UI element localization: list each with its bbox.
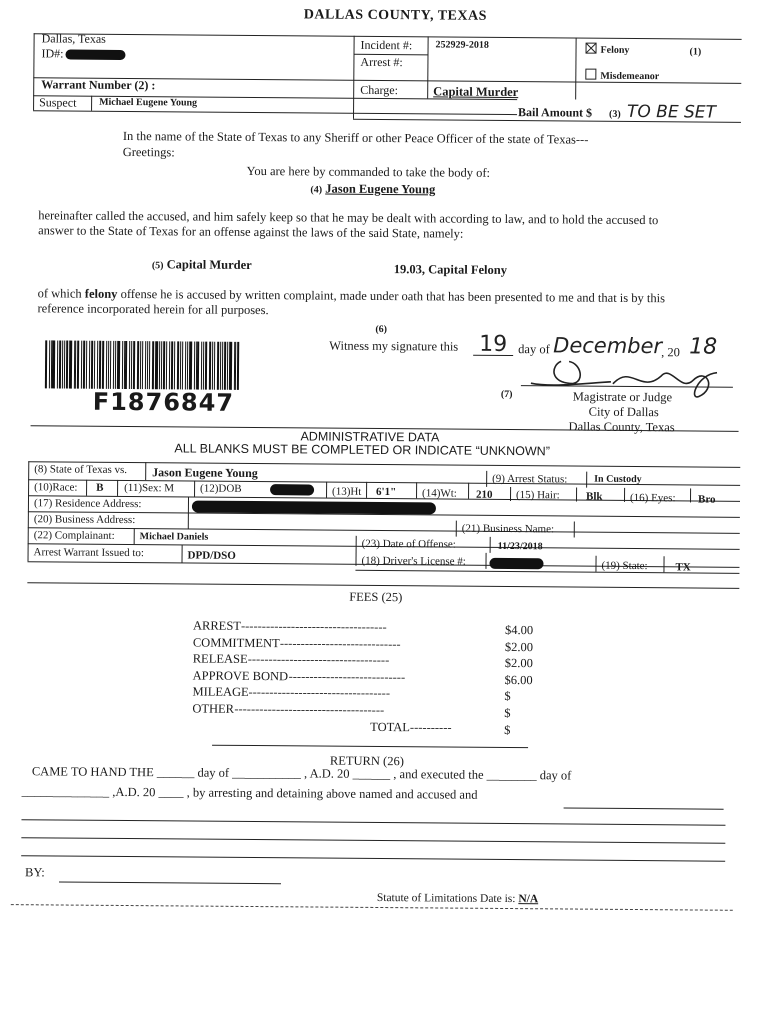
residence-label: (17) Residence Address: [33, 497, 142, 511]
barcode-bar [155, 341, 158, 389]
barcode-bar [166, 341, 167, 389]
witness-day: 19 [479, 331, 508, 357]
business-address-label: (20) Business Address: [33, 513, 136, 527]
admin-grid-divider [86, 480, 87, 496]
redaction [270, 484, 314, 495]
charge-label: Charge: [360, 82, 399, 98]
barcode-bar [142, 341, 143, 389]
suspect-value: Michael Eugene Young [99, 96, 198, 109]
return-line2: ______________ ,A.D. 20 ____ , by arresting and detaining above named and accused and [21, 784, 478, 802]
eyes-value: Bro [697, 493, 716, 506]
admin-grid-divider [416, 482, 417, 498]
county-title: DALLAS COUNTY, TEXAS [303, 7, 487, 24]
fee-amount: $4.00 [504, 622, 534, 638]
barcode-bar [136, 341, 139, 389]
fees-top-line [27, 582, 739, 589]
fees-title: FEES (25) [349, 589, 403, 605]
complainant-value: Michael Daniels [139, 531, 209, 543]
witness-text: Witness my signature this [329, 338, 459, 354]
para2-line2: reference incorporated herein for all purposes. [37, 301, 269, 318]
state-vs-value: Jason Eugene Young [152, 465, 258, 481]
admin-grid-divider [366, 482, 367, 498]
return-blank-line [564, 807, 724, 809]
weight-label: (14)Wt: [422, 487, 457, 500]
barcode-bar [174, 341, 175, 389]
barcode-bar [86, 341, 87, 389]
race-label: (10)Race: [34, 481, 78, 494]
admin-grid-divider [134, 528, 135, 544]
admin-grid-divider [485, 553, 486, 569]
eyes-label: (16) Eyes: [629, 491, 676, 505]
admin-subtitle: ALL BLANKS MUST BE COMPLETED OR INDICATE “UNKNOWN” [174, 441, 550, 459]
barcode-bar [171, 341, 174, 389]
admin-grid-divider [510, 487, 511, 501]
day-of-text: day of [518, 342, 550, 357]
barcode-bar [158, 341, 159, 389]
admin-grid-divider [188, 496, 189, 528]
admin-grid-divider [595, 556, 596, 572]
state19-value: TX [675, 561, 691, 574]
fee-leader: ------------------------------------ [234, 701, 385, 717]
accused-name-number: (4) [310, 184, 323, 196]
admin-grid-divider [355, 536, 356, 566]
county-label: Dallas County, Texas [568, 419, 675, 435]
top-box-divider [91, 96, 92, 111]
sex-label: (11)Sex: M [124, 481, 175, 495]
felony-number: (1) [689, 46, 702, 58]
barcode-bar [189, 341, 192, 389]
admin-grid-divider [182, 544, 183, 562]
admin-grid-divider [486, 471, 487, 487]
witness-year: 18 [689, 334, 718, 360]
fee-leader: ---------------------------- [288, 668, 406, 684]
redaction [489, 558, 543, 569]
admin-grid-divider [586, 472, 587, 488]
admin-grid-divider [574, 522, 575, 538]
barcode-bar [182, 341, 183, 389]
statute-line [394, 262, 507, 278]
barcode-bar [45, 340, 47, 388]
fee-leader: ----------------------------- [279, 635, 401, 651]
bail-label: Bail Amount $ [517, 105, 593, 120]
race-value: B [96, 481, 104, 494]
redaction [65, 50, 125, 60]
accused-name: Jason Eugene Young [325, 181, 436, 197]
fee-leader: ---------------------------------- [247, 651, 390, 668]
para1-line2: answer to the State of Texas for an offense against the laws of the said State, namely: [38, 223, 464, 241]
dob-label: (12)DOB [200, 482, 242, 495]
statute-limitations-value: N/A [518, 893, 539, 906]
admin-grid-divider [468, 483, 469, 499]
felony-option [585, 43, 629, 56]
fees-total-amount: $ [504, 722, 511, 738]
fee-label: OTHER [192, 701, 235, 716]
warrant-line1: In the name of the State of Texas to any Sheriff or other Peace Officer of the state of Texas--- [122, 128, 589, 147]
hair-value: Blk [585, 490, 603, 503]
admin-grid-divider [690, 488, 691, 502]
height-label: (13)Ht [332, 485, 362, 498]
fee-label: MILEAGE [192, 684, 249, 699]
top-box-divider [353, 36, 355, 119]
offense-name: Capital Murder [166, 257, 252, 272]
arrest-status-value: In Custody [594, 473, 642, 486]
barcode-bar [94, 341, 95, 389]
fee-label: COMMITMENT [192, 635, 280, 650]
id-label: ID#: [41, 46, 64, 61]
fee-label: ARREST [192, 618, 241, 633]
arrest-label: Arrest #: [360, 54, 403, 70]
fees-total-row: TOTAL---------- [370, 719, 452, 735]
witness-number: (6) [375, 323, 388, 336]
admin-grid-divider [326, 482, 327, 498]
business-name-label: (21) Business Name: [461, 522, 555, 536]
issued-to-value: DPD/DSO [187, 549, 236, 562]
bottom-dashed-line [11, 904, 733, 911]
top-box-divider [575, 38, 576, 100]
barcode-bar [77, 341, 79, 389]
signature-number: (7) [500, 388, 513, 401]
bail-value: TO BE SET [626, 101, 717, 123]
greetings: Greetings: [122, 144, 175, 160]
barcode-bar [221, 342, 222, 390]
barcode-bar [52, 340, 55, 388]
warrant-number-label: Warrant Number (2) : [41, 77, 156, 93]
offense-number: (5) [151, 260, 164, 272]
charge-value: Capital Murder [433, 84, 519, 100]
top-box-line [33, 110, 517, 115]
barcode-bar [149, 341, 150, 389]
by-signature-line[interactable] [59, 881, 281, 884]
statute-class: Capital Felony [428, 262, 508, 277]
admin-grid-divider [663, 556, 664, 572]
incident-label: Incident #: [360, 37, 413, 53]
admin-grid-divider [490, 537, 491, 553]
misdemeanor-checkbox[interactable] [585, 69, 596, 80]
para1-line1: hereinafter called the accused, and him safely keep so that he may be dealt with according to law, and to hold the accused to [38, 208, 659, 228]
barcode-bar [125, 341, 127, 389]
location: Dallas, Texas [41, 31, 106, 46]
witness-month: December [553, 333, 663, 359]
fee-amount: $ [504, 688, 511, 704]
barcode-bar [229, 342, 232, 390]
fee-amount: $2.00 [504, 655, 533, 671]
barcode-bar [214, 342, 215, 390]
barcode-bar [133, 341, 135, 389]
admin-grid-divider [145, 462, 146, 480]
commanded-text: You are here by commanded to take the body of: [246, 163, 491, 180]
return-blank-line [21, 837, 725, 844]
fees-total-label: TOTAL [370, 719, 411, 735]
statute-limitations-label: Statute of Limitations Date is: [376, 891, 516, 906]
date-offense-label: (23) Date of Offense: [361, 537, 456, 551]
top-box-left [33, 33, 35, 110]
felony-checkbox[interactable] [586, 43, 597, 54]
magistrate-label: Magistrate or Judge [572, 389, 673, 405]
date-offense-value: 11/23/2018 [497, 540, 543, 553]
city-label: City of Dallas [588, 404, 659, 420]
year-prefix: , 20 [661, 345, 680, 360]
fee-leader: ---------------------------------- [248, 684, 391, 701]
issued-to-label: Arrest Warrant Issued to: [33, 546, 145, 560]
barcode-bar [205, 342, 207, 390]
admin-title: ADMINISTRATIVE DATA [300, 429, 440, 445]
complainant-label: (22) Complainant: [33, 529, 115, 542]
arrest-status-label: (9) Arrest Status: [492, 472, 568, 486]
return-blank-line [21, 819, 725, 826]
fee-amount: $6.00 [504, 672, 533, 687]
misdemeanor-label: Misdemeanor [600, 70, 660, 83]
barcode-bar [61, 340, 62, 388]
suspect-label: Suspect [39, 95, 77, 110]
barcode-bar [102, 341, 104, 389]
barcode-number: F1876847 [92, 387, 235, 417]
misdemeanor-option [585, 69, 659, 83]
fee-label: RELEASE [192, 651, 248, 666]
admin-grid-divider [624, 488, 625, 502]
barcode-bar [99, 341, 102, 389]
return-title: RETURN (26) [329, 753, 404, 769]
offense-line [152, 257, 252, 273]
state19-label: (19) State: [601, 559, 648, 573]
fee-label: APPROVE BOND [192, 668, 289, 683]
para2-felony: felony [84, 286, 118, 301]
felony-label: Felony [600, 44, 630, 56]
statute-limitations [377, 892, 538, 905]
barcode-bar [83, 341, 86, 389]
fees-bottom-line [212, 745, 528, 748]
drivers-license-label: (18) Driver's License #: [361, 554, 466, 568]
top-box-divider [427, 36, 428, 98]
barcode-image [45, 340, 241, 390]
barcode-bar [209, 342, 212, 390]
by-label: BY: [25, 865, 45, 880]
weight-value: 210 [475, 488, 493, 501]
barcode-bar [197, 342, 199, 390]
admin-grid-divider [576, 488, 577, 502]
para2-text: of which [37, 286, 85, 301]
fee-leader: ----------------------------------- [240, 618, 387, 635]
fee-amount: $2.00 [504, 639, 534, 654]
statute-code: 19.03, [393, 262, 426, 277]
bail-number: (3) [608, 108, 621, 120]
admin-grid-divider [117, 480, 118, 496]
hair-label: (15) Hair: [515, 489, 560, 502]
redaction [192, 501, 436, 515]
incident-value: 252929-2018 [435, 39, 489, 51]
admin-grid-line [28, 461, 740, 468]
height-value: 6'1" [376, 485, 397, 499]
barcode-bar [110, 341, 111, 389]
barcode-bar [117, 341, 120, 389]
barcode-bar [69, 341, 72, 389]
return-line1: CAME TO HAND THE ______ day of ___________ , A.D. 20 ______ , and executed the ________ day of [31, 764, 572, 783]
state-vs-label: (8) State of Texas vs. [34, 463, 128, 477]
barcode-bar [237, 342, 239, 390]
admin-grid-divider [456, 521, 457, 537]
accused-name-line [310, 181, 435, 197]
return-blank-line [21, 855, 725, 862]
para2-text: offense he is accused by written complaint, made under oath that has been presented to me and that is by this [117, 286, 666, 306]
fee-amount: $ [504, 705, 511, 720]
admin-grid-divider [194, 481, 195, 497]
